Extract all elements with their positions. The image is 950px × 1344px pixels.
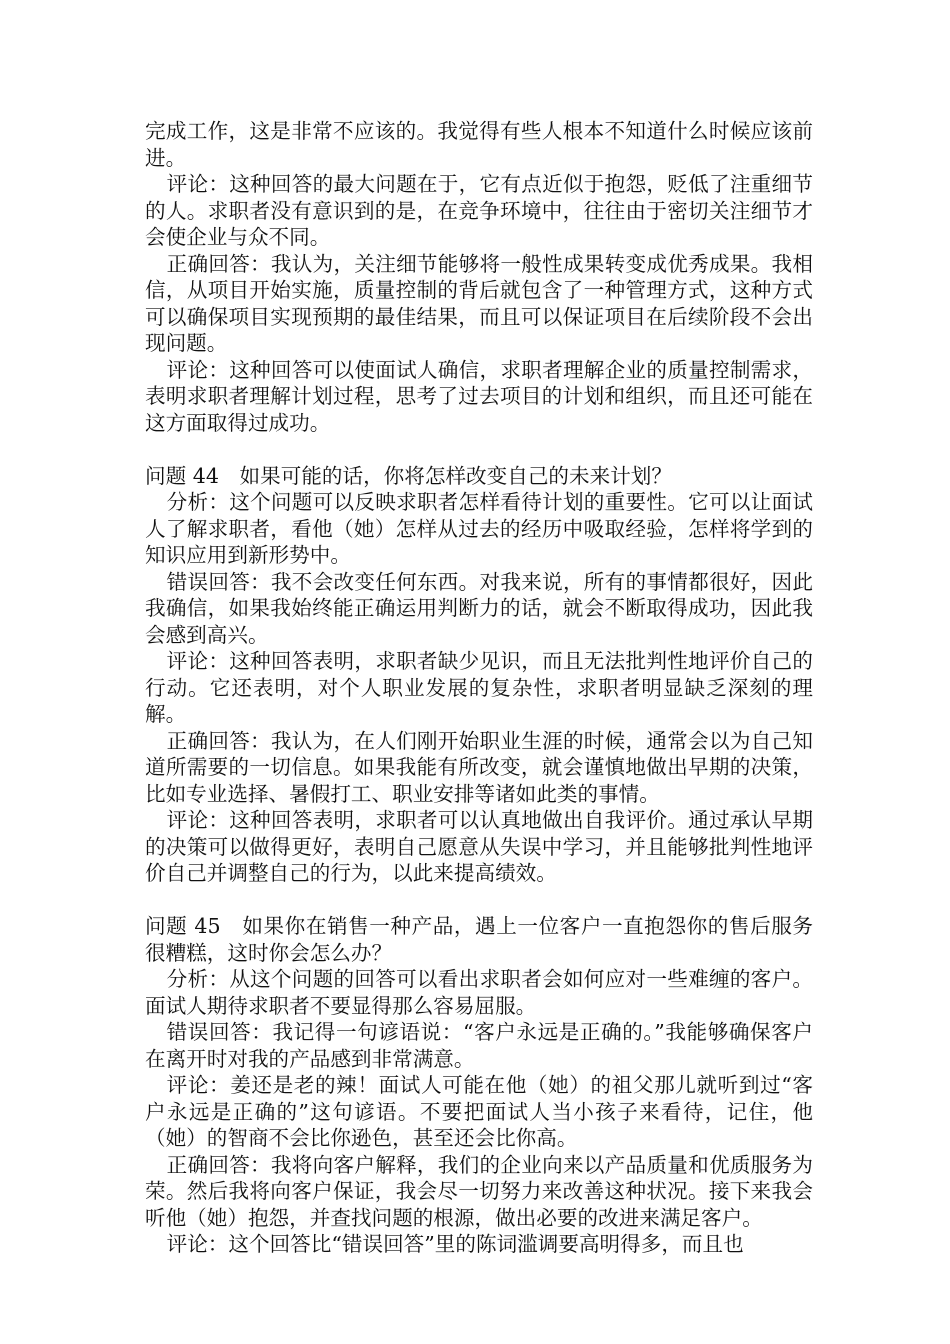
paragraph-comment: 评论：这个回答比“错误回答”里的陈词滥调要高明得多，而且也 xyxy=(166,1232,744,1256)
question-45-heading: 问题 45 如果你在销售一种产品，遇上一位客户一直抱怨你的售后服务很糟糕，这时你会怎么办？ xyxy=(145,914,813,965)
paragraph-comment: 评论：这种回答表明，求职者可以认真地做出自我评价。通过承认早期的决策可以做得更好，表明自己愿意从失误中学习，并且能够批判性地评价自己并调整自己的行为，以此来提高绩效。 xyxy=(145,808,813,885)
paragraph-correct-answer: 正确回答：我将向客户解释，我们的企业向来以产品质量和优质服务为荣。然后我将向客户保证，我会尽一切努力来改善这种状况。接下来我会听他（她）抱怨，并查找问题的根源，做出必要的改进来满足客户。 xyxy=(145,1152,813,1230)
paragraph-comment: 评论：这种回答表明，求职者缺少见识，而且无法批判性地评价自己的行动。它还表明，对个人职业发展的复杂性，求职者明显缺乏深刻的理解。 xyxy=(145,649,813,726)
paragraph-comment: 评论：姜还是老的辣！面试人可能在他（她）的祖父那儿就听到过“客户永远是正确的”这句谚语。不要把面试人当小孩子来看待，记住，他（她）的智商不会比你逊色，甚至还会比你高。 xyxy=(145,1073,813,1150)
paragraph-continuation: 完成工作，这是非常不应该的。我觉得有些人根本不知道什么时候应该前进。 xyxy=(145,119,813,170)
document-page xyxy=(145,118,813,1258)
paragraph-correct-answer: 正确回答：我认为，关注细节能够将一般性成果转变成优秀成果。我相信，从项目开始实施，质量控制的背后就包含了一种管理方式，这种方式可以确保项目实现预期的最佳结果，而且可以保证项目在后续阶段不会出现问题。 xyxy=(145,251,813,355)
paragraph-comment: 评论：这种回答的最大问题在于，它有点近似于抱怨，贬低了注重细节的人。求职者没有意识到的是，在竞争环境中，往往由于密切关注细节才会使企业与众不同。 xyxy=(145,172,813,249)
paragraph-analysis: 分析：这个问题可以反映求职者怎样看待计划的重要性。它可以让面试人了解求职者，看他（她）怎样从过去的经历中吸取经验，怎样将学到的知识应用到新形势中。 xyxy=(145,490,813,567)
paragraph-correct-answer: 正确回答：我认为，在人们刚开始职业生涯的时候，通常会以为自己知道所需要的一切信息。如果我能有所改变，就会谨慎地做出早期的决策，比如专业选择、暑假打工、职业安排等诸如此类的事情。 xyxy=(145,728,813,806)
paragraph-analysis: 分析：从这个问题的回答可以看出求职者会如何应对一些难缠的客户。面试人期待求职者不要显得那么容易屈服。 xyxy=(145,967,813,1018)
paragraph-wrong-answer: 错误回答：我不会改变任何东西。对我来说，所有的事情都很好，因此我确信，如果我始终能正确运用判断力的话，就会不断取得成功，因此我会感到高兴。 xyxy=(145,569,813,647)
paragraph-wrong-answer: 错误回答：我记得一句谚语说：“客户永远是正确的。”我能够确保客户在离开时对我的产品感到非常满意。 xyxy=(145,1020,813,1071)
paragraph-comment: 评论：这种回答可以使面试人确信，求职者理解企业的质量控制需求，表明求职者理解计划过程，思考了过去项目的计划和组织，而且还可能在这方面取得过成功。 xyxy=(145,357,813,435)
question-44-heading: 问题 44 如果可能的话，你将怎样改变自己的未来计划？ xyxy=(145,463,672,488)
